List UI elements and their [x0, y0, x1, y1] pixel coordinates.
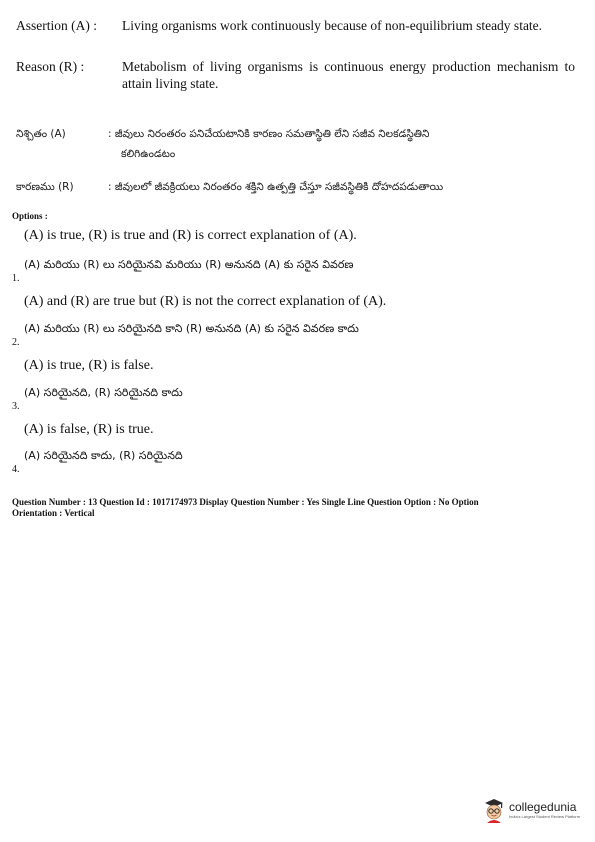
- option-1-te: (A) మరియు (R) లు సరియైనవి మరియు (R) అనునది (A) కు సరైన వివరణ: [24, 258, 354, 271]
- assertion-te-text: : జీవులు నిరంతరం పనిచేయటానికి కారణం సమతాస్థితి లేని సజీవ నిలకడస్థితిని: [108, 128, 430, 140]
- option-1-number: 1.: [12, 273, 20, 284]
- option-2-number: 2.: [12, 337, 20, 348]
- options-label: Options :: [12, 211, 48, 221]
- reason-te-label: కారణము (R): [16, 181, 74, 193]
- option-3-number: 3.: [12, 401, 20, 412]
- option-2-en: (A) and (R) are true but (R) is not the correct explanation of (A).: [24, 294, 387, 309]
- assertion-label: Assertion (A) :: [16, 18, 97, 33]
- option-3-en: (A) is true, (R) is false.: [24, 358, 154, 373]
- assertion-te-label: నిశ్చితం (A): [16, 128, 66, 140]
- brand-logo: [482, 797, 580, 823]
- assertion-text: Living organisms work continuously because of non-equilibrium steady state.: [122, 18, 543, 33]
- graduate-mascot-icon: [482, 797, 506, 823]
- brand-tagline: India's Largest Student Review Platform: [509, 814, 581, 819]
- reason-label: Reason (R) :: [16, 59, 85, 74]
- assertion-te-text-line2: కలిగిఉండటం: [121, 148, 176, 160]
- reason-text: Metabolism of living organisms is continuous energy production mechanism to attain living state.: [122, 59, 575, 91]
- option-1-en: (A) is true, (R) is true and (R) is correct explanation of (A).: [24, 228, 357, 243]
- question-meta-line1: Question Number : 13 Question Id : 1017174973 Display Question Number : Yes Single Line Question Option : No Option: [12, 497, 479, 507]
- option-4-en: (A) is false, (R) is true.: [24, 422, 154, 437]
- brand-name: collegedunia: [509, 800, 577, 814]
- option-2-te: (A) మరియు (R) లు సరియైనది కాని (R) అనునది (A) కు సరైన వివరణ కాదు: [24, 322, 359, 335]
- reason-te-text: : జీవులలో జీవక్రియలు నిరంతరం శక్తిని ఉత్పత్తి చేస్తూ సజీవస్థితికి దోహదపడుతాయి: [108, 181, 444, 193]
- option-3-te: (A) సరియైనది, (R) సరియైనది కాదు: [24, 386, 183, 399]
- question-meta-line2: Orientation : Vertical: [12, 508, 95, 518]
- option-4-te: (A) సరియైనది కాదు, (R) సరియైనది: [24, 449, 183, 462]
- option-4-number: 4.: [12, 464, 20, 475]
